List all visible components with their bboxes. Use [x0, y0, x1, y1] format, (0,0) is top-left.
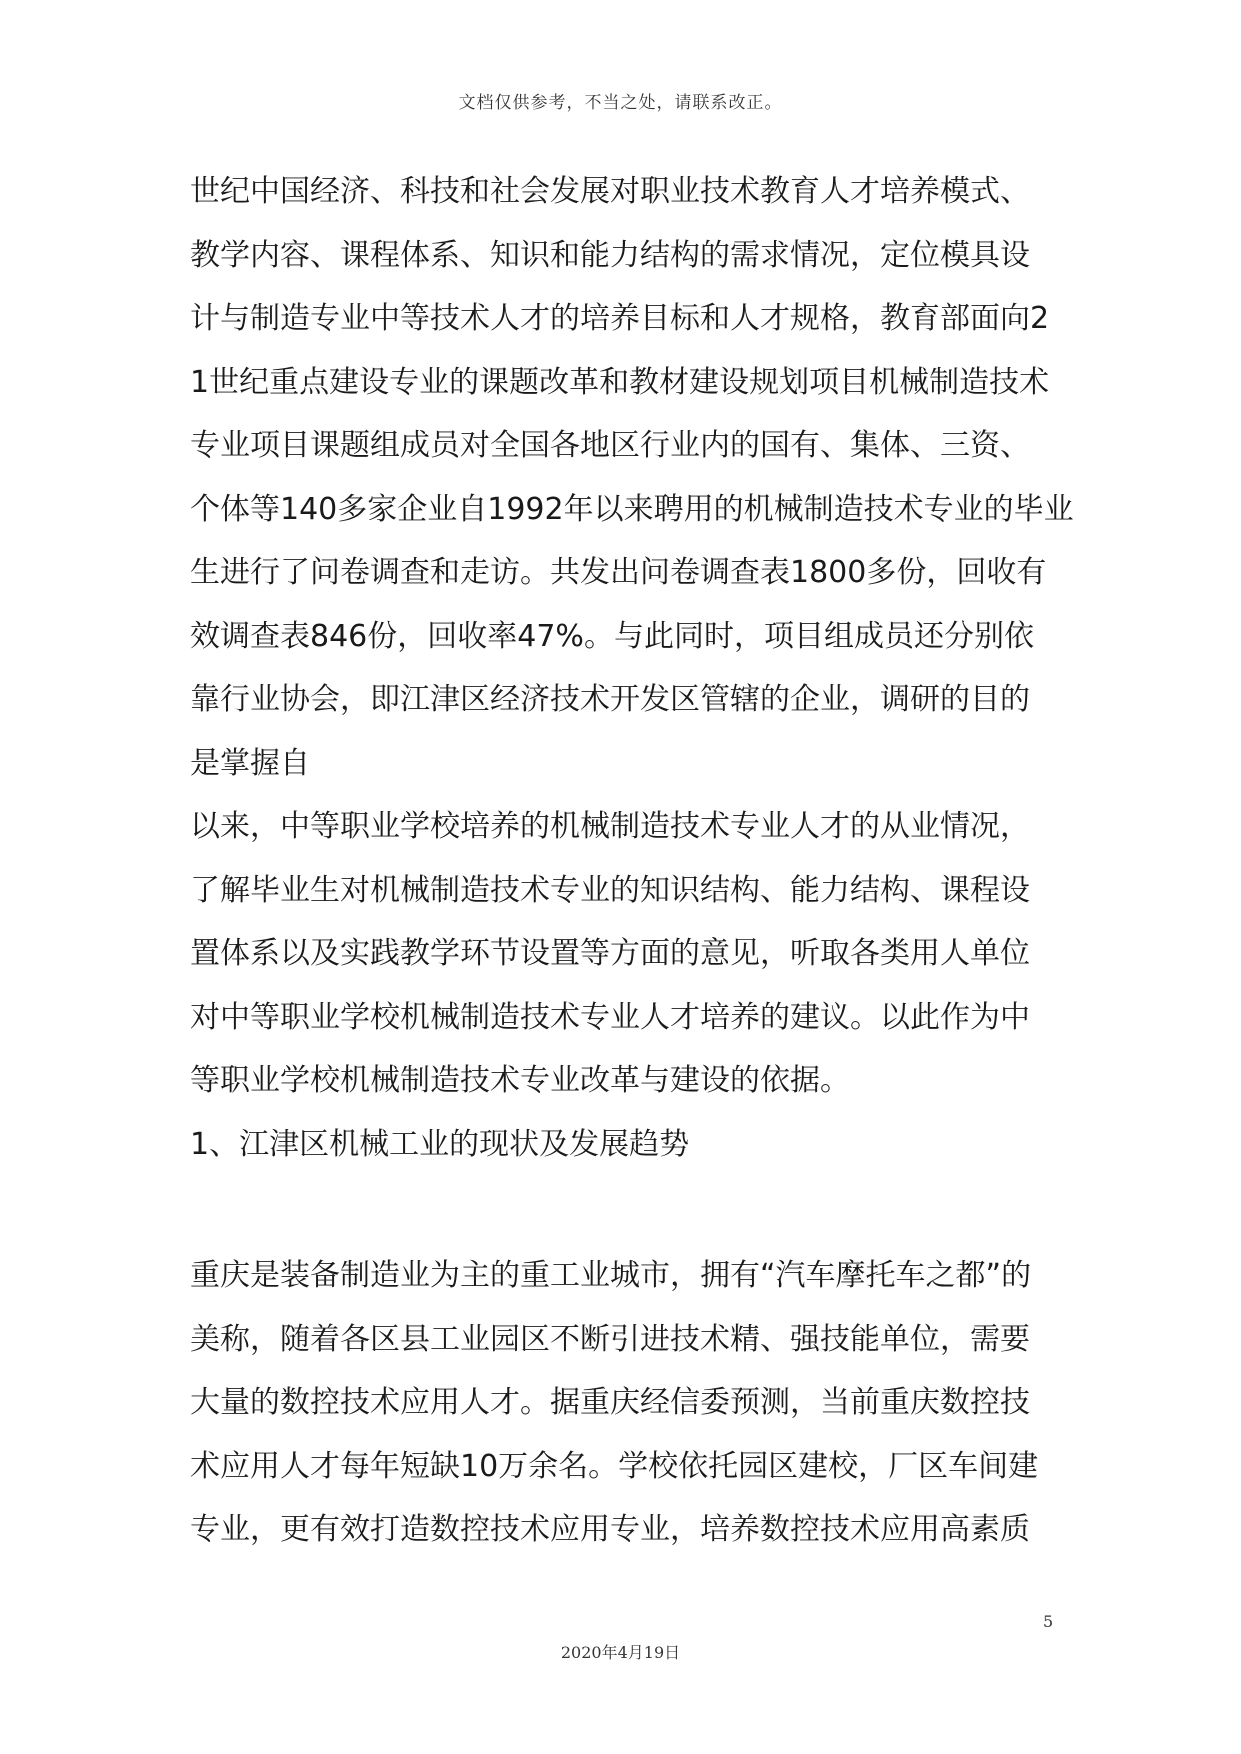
section-heading: 1、江津区机械工业的现状及发展趋势: [190, 1126, 690, 1162]
text-line: 置体系以及实践教学环节设置等方面的意见，听取各类用人单位: [190, 936, 1030, 971]
text-line: 生进行了问卷调查和走访。共发出问卷调查表1800多份，回收有: [190, 555, 1047, 590]
text-line: 靠行业协会，即江津区经济技术开发区管辖的企业，调研的目的: [190, 682, 1030, 717]
text-line: 了解毕业生对机械制造技术专业的知识结构、能力结构、课程设: [190, 872, 1030, 908]
text-line: 以来，中等职业学校培养的机械制造技术专业人才的从业情况，: [190, 809, 1030, 844]
document-body: [190, 160, 1074, 1562]
text-line: 是掌握自: [190, 745, 310, 781]
text-line: 对中等职业学校机械制造技术专业人才培养的建议。以此作为中: [190, 999, 1030, 1035]
paragraph-spacer: [190, 1176, 1060, 1244]
text-line: 效调查表846份，回收率47%。与此同时，项目组成员还分别依: [190, 618, 1034, 654]
text-line: 个体等140多家企业自1992年以来聘用的机械制造技术专业的毕业: [190, 491, 1074, 527]
text-line: 重庆是装备制造业为主的重工业城市，拥有“汽车摩托车之都”的: [190, 1258, 1032, 1293]
text-line: 术应用人才每年短缺10万余名。学校依托园区建校，厂区车间建: [190, 1448, 1039, 1484]
footer-date: 2020年4月19日: [560, 1643, 681, 1662]
page-number: 5: [1043, 1612, 1054, 1631]
text-line: 美称，随着各区县工业园区不断引进技术精、强技能单位，需要: [190, 1321, 1030, 1357]
text-line: 等职业学校机械制造技术专业改革与建设的依据。: [190, 1063, 850, 1098]
header-note: 文档仅供参考，不当之处，请联系改正。: [458, 93, 783, 113]
text-line: 专业，更有效打造数控技术应用专业，培养数控技术应用高素质: [190, 1512, 1030, 1547]
text-line: 世纪中国经济、科技和社会发展对职业技术教育人才培养模式、: [190, 174, 1030, 209]
text-line: 专业项目课题组成员对全国各地区行业内的国有、集体、三资、: [190, 428, 1030, 463]
text-line: 1世纪重点建设专业的课题改革和教材建设规划项目机械制造技术: [190, 364, 1050, 400]
text-line: 大量的数控技术应用人才。据重庆经信委预测，当前重庆数控技: [190, 1385, 1030, 1420]
text-line: 计与制造专业中等技术人才的培养目标和人才规格，教育部面向2: [190, 301, 1050, 336]
text-line: 教学内容、课程体系、知识和能力结构的需求情况，定位模具设: [190, 237, 1030, 273]
